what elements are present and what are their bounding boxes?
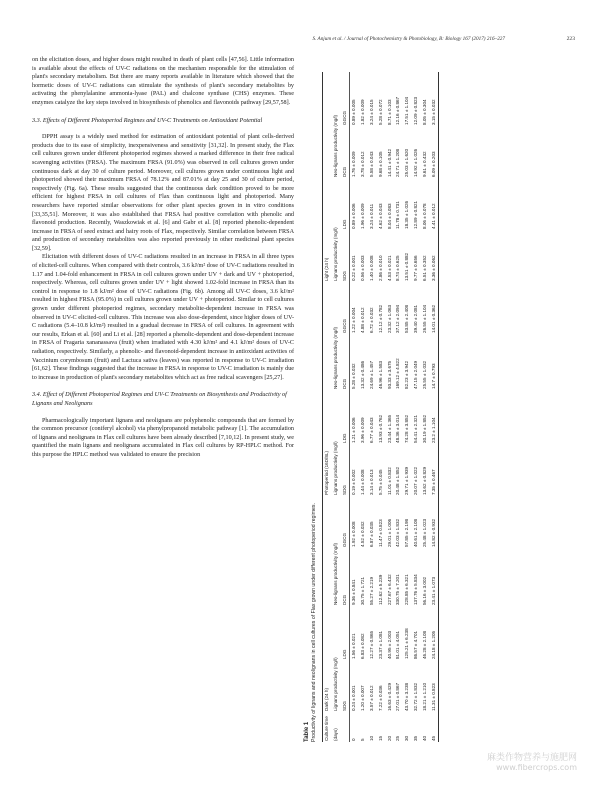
table-cell: 6.51 ± 0.352 [421, 255, 427, 281]
table-row [412, 72, 421, 742]
col-culture-time: Culture time [323, 712, 332, 742]
table-cell: 40.61 ± 2.108 [412, 518, 418, 547]
table-cell: 0.24 ± 0.001 [351, 685, 357, 711]
table-cell: 9.61 ± 0.432 [421, 151, 427, 177]
compound-header: SDG [341, 230, 350, 282]
table-cell: 11.01 ± 0.832 [386, 467, 392, 495]
table-cell: 81.01 ± 4.051 [395, 630, 401, 659]
table-cell: 0.19 ± 0.002 [351, 469, 357, 495]
table-cell: 14.7 ± 0.793 [430, 334, 439, 390]
empty-header-cell [341, 712, 350, 742]
table-cell: 8.74 ± 0.625 [395, 255, 401, 281]
paragraph-dpph-assay: DPPH assay is a widely used method for estimation of antioxidant potential of plant cells-derived products due to its ease of simplicity, inexpensiveness and sensitivity [31,32]. In present study, the Flax cell cultures grown under different photoperiod regimes showed a marked difference in their free radical scavenging activities (FRSA). The maximum FRSA (91.0%) was observed in cell cultures grown under continuous dark at day 30 of culture period. Moreover, cell cultures grown under continuous light and photoperiod showed their maximum FRSA of 78.12% and 87.01% at day 25 and 30 of culture period, respectively (Fig. 6a). These results suggested that the continuous dark condition proved to be more efficient for highest FRSA in cell cultures of Flax than continuous light and photoperiod. Many researchers have reported similar observations for other plant species grown in in vitro conditions [33,35,51]. Moreover, it was also established that FRSA had positive correlation with phenolic and flavonoid production. Recently, Waszkowiak et al. [6] and Gabr et al. [8] reported phenolic-dependent increase in FRSA of seed extract and hairy roots of Flax, respectively. Similar correlation between FRSA and production of secondary metabolites was also reported previously in other medicinal plant species [32,59]. [32, 134, 294, 252]
table-cell: 1.56 ± 0.021 [351, 633, 357, 659]
table-cell: 2.86 ± 0.010 [377, 255, 383, 281]
table-cell: 6.72 ± 0.032 [368, 307, 374, 333]
table-cell: 39.40 ± 2.081 [412, 304, 418, 333]
page-header [0, 36, 595, 48]
table-cell: 12.12 ± 0.782 [377, 304, 383, 333]
table-cell: 13.93 ± 0.762 [377, 414, 383, 443]
table-cell: 1.92 ± 0.008 [351, 521, 357, 547]
section-heading-3-3: 3.3. Effects of Different Photoperiod Regimes and UV-C Treatments on Antioxidant Potential [32, 116, 263, 124]
table-cell: 55.27 ± 2.219 [368, 576, 374, 605]
table-cell: 13.51 ± 0.882 [404, 252, 410, 281]
table-cell: 3.36 ± 0.062 [430, 230, 439, 282]
table-cell: 1.40 ± 0.008 [368, 255, 374, 281]
watermark [487, 750, 577, 772]
table-cell: 3.57 ± 0.012 [368, 685, 374, 711]
table-cell: 54.41 ± 2.321 [412, 414, 418, 443]
col-culture-time-unit: (days) [332, 728, 338, 741]
table-cell: 8.04 ± 0.083 [386, 203, 392, 229]
table-cell: 1.76 ± 0.009 [351, 151, 357, 177]
table-cell: 169.12 ± 4.822 [395, 358, 401, 389]
table-cell: 23.2 ± 1.104 [430, 390, 439, 444]
table-cell: 1.44 ± 0.008 [360, 469, 366, 495]
paragraph-uvc-elicitation: Elicitation with different doses of UV-C radiations resulted in an increase in FRSA in all three types of elicited-cell cultures. When compared with their controls, 3.6 kJ/m² dose of UV-C radiations resulted in 1.17 and 1.04-fold enhancement in FRSA in cell cultures grown under UV + dark and UV + photoperiod, respectively. Whereas, cell cultures grown under UV + light showed 1.02-fold increase in FRSA than its control in response to 1.8 kJ/m² dose of UV-C radiations (Fig. 6b). Among all UV-C doses, 3.6 kJ/m² resulted in highest FRSA (95.0%) in cell cultures grown under UV + photoperiod. Similar to cell cultures grown under different photoperiod regimes, secondary metabolite-dependent increase in FRSA was observed in UV-C elicited-cell cultures. This increase was also dose-dependent, since higher doses of UV-C radiations (5.4–10.8 kJ/m²) resulted in a gradual decrease in FRSA of cell cultures. In agreement with our results, Erkan et al. [60] and Li et al. [28] reported a phenolic-dependent and dose-dependent increase in FRSA of Fragaria xananassava (fruit) when irradiated with 4.30 kJ/m² and 4.1 kJ/m² doses of UV-C radiation, respectively. Similarly, a phenolic- and flavonoid-dependent increase in antioxidant activities of Vaccinium corymbosum (fruit) and Lactuca sativa (leaves) was reported in response to UV-C irradiation [61,62]. These findings suggested that the increase in FRSA in response to UV-C irradiation is mainly due to increase in production of plant's secondary metabolites which act as free radical scavengers [25,27]. [32, 254, 294, 381]
table-cell: 8.06 ± 0.078 [421, 203, 427, 229]
table-cell: 23.41 ± 1.073 [430, 548, 439, 606]
table-cell: 27.01 ± 0.867 [395, 682, 401, 711]
table-cell: 137.76 ± 5.834 [412, 574, 418, 605]
watermark-title: 麻类作物营养与施肥网 [486, 753, 577, 763]
table-cell: 86.57 ± 4.701 [412, 630, 418, 659]
table-row [403, 72, 412, 742]
table-title: Table 1 [304, 721, 310, 742]
table-cell: 5.75 ± 0.045 [377, 469, 383, 495]
table-cell: 5.28 ± 0.032 [351, 363, 357, 389]
table-cell: 4.62 ± 0.043 [377, 203, 383, 229]
table-cell: 14.41 ± 0.942 [386, 148, 392, 177]
table-row [430, 72, 439, 742]
table-cell: 48.36 ± 3.014 [395, 414, 401, 443]
table-caption: Productivity of lignans and neolignans in cell cultures of Flax grown under different photoperiod regimes. [311, 503, 317, 742]
table-cell: 11.31 ± 0.823 [430, 660, 439, 712]
table-body [350, 72, 439, 742]
light-neolignans-header: Neo-lignans productivity (mg/l) [332, 114, 338, 177]
table-cell: 24.18 ± 1.205 [430, 606, 439, 660]
group-dark: Dark (24 h) [323, 496, 332, 712]
table-cell: 37.12 ± 2.094 [395, 304, 401, 333]
table-cell: 29.71 ± 1.939 [404, 466, 410, 495]
photoperiod-lignans-header: Lignans productivity (mg/l) [332, 441, 338, 495]
table-cell: 23.44 ± 1.365 [386, 414, 392, 443]
table-cell: 1.20 ± 0.007 [360, 685, 366, 711]
culture-day-cell: 10 [368, 735, 374, 741]
table-cell: 17.51 ± 1.104 [404, 96, 410, 125]
compound-header: LDG [341, 390, 350, 444]
table-cell: 1.82 ± 0.009 [360, 99, 366, 125]
dark-neolignans-header: Neo-lignans productivity (mg/l) [332, 542, 338, 605]
table-cell: 3.14 ± 0.013 [368, 469, 374, 495]
table-row [421, 72, 430, 742]
table-cell: 330.75 ± 7.201 [395, 574, 401, 605]
table-row [368, 72, 377, 742]
table-1 [300, 50, 595, 750]
table-cell: 23.37 ± 1.081 [377, 630, 383, 659]
table-cell: 7.35 ± 0.467 [430, 444, 439, 496]
culture-day-cell: 40 [421, 735, 427, 741]
table-cell: 8.71 ± 0.103 [386, 99, 392, 125]
table-cell: 25.55 ± 1.032 [421, 360, 427, 389]
table-cell: 12.89 ± 0.821 [412, 200, 418, 229]
rotated-table-frame [300, 50, 595, 750]
table-cell: 12.27 ± 0.865 [368, 630, 374, 659]
culture-day-cell: 0 [351, 738, 357, 741]
table-cell: 0.22 ± 0.001 [351, 255, 357, 281]
table-cell: 3.24 ± 0.015 [368, 99, 374, 125]
table-cell: 16.63 ± 0.429 [386, 682, 392, 711]
table-cell: 14.82 ± 0.932 [430, 496, 439, 548]
compound-header: GGCG [341, 496, 350, 548]
table-cell: 5.58 ± 0.043 [368, 151, 374, 177]
compound-header: DCG [341, 548, 350, 606]
table-cell: 30.75 ± 1.721 [360, 576, 366, 605]
table-cell: 26.55 ± 1.104 [421, 304, 427, 333]
table-cell: 74.28 ± 3.852 [404, 414, 410, 443]
paragraph-elicitation-doses: on the elicitation doses, and higher doses might resulted in death of plant cells [47,56]. Little information is available about the effects of UV-C radiations on the mechanism responsible for the stimulation of plant's secondary metabolism. But there are many reports available in literature which showed that the hormetic doses of UV-C radiations can stimulate the synthesis of plant's secondary metabolites by activating the phenylalanine ammonia-lyase (PAL) and chalcone synthase (CHS) enzymes. These enzymes catalyze the key steps involved in biosynthesis of phenolics and flavonoids pathway [29,57,58]. [32, 57, 294, 106]
table-cell: 12.09 ± 0.823 [412, 96, 418, 125]
compound-header: DCG [341, 126, 350, 178]
table-cell: 0.89 ± 0.005 [351, 99, 357, 125]
table-cell: 6.77 ± 0.043 [368, 417, 374, 443]
table-cell: 18.35 ± 1.026 [404, 200, 410, 229]
table-cell: 46.96 ± 1.583 [377, 360, 383, 389]
table-cell: 40.95 ± 2.003 [386, 630, 392, 659]
lignan-productivity-table [322, 72, 439, 742]
table-cell: 42.03 ± 1.832 [395, 518, 401, 547]
table-cell: 57.85 ± 2.198 [404, 518, 410, 547]
table-cell: 1.22 ± 0.004 [351, 307, 357, 333]
compound-header: GGCG [341, 72, 350, 126]
table-cell: 4.53 ± 0.021 [386, 255, 392, 281]
table-cell: 25.48 ± 1.023 [421, 518, 427, 547]
table-cell: 20.07 ± 1.022 [412, 466, 418, 495]
section-heading-3-4: 3.4. Effect of Different Photoperiod Regimes and UV-C Treatments on Biosynthesis and Productivity of Lignans and Neolignans [32, 391, 287, 407]
table-cell: 3.24 ± 0.011 [368, 203, 374, 229]
table-cell: 14.01 ± 0.362 [430, 282, 439, 334]
table-cell: 228.85 ± 6.321 [404, 574, 410, 605]
table-row [350, 72, 359, 742]
table-cell: 6.87 ± 0.035 [368, 521, 374, 547]
table-cell: 0.89 ± 0.006 [351, 203, 357, 229]
group-photoperiod: Photoperiod (16D/8L) [323, 282, 332, 496]
table-cell: 4.41 ± 0.012 [430, 178, 439, 230]
compound-header: LDG [341, 606, 350, 660]
table-cell: 9.36 ± 0.841 [351, 579, 357, 605]
light-lignans-header: Lignans productivity (mg/l) [332, 227, 338, 281]
table-cell: 112.62 ± 5.239 [377, 574, 383, 605]
table-cell: 227.67 ± 6.432 [386, 574, 392, 605]
table-cell: 3.96 ± 0.009 [360, 417, 366, 443]
compound-header: GGCG [341, 282, 350, 334]
table-cell: 30.19 ± 1.852 [421, 414, 427, 443]
watermark-url: www.fibercrops.com [496, 763, 577, 772]
table-cell: 3.78 ± 0.012 [360, 151, 366, 177]
group-light: Light (24 h) [323, 72, 332, 282]
culture-day-cell: 45 [430, 712, 439, 742]
culture-day-cell: 35 [412, 735, 418, 741]
compound-header: DCG [341, 334, 350, 390]
table-cell: 1.96 ± 0.009 [360, 203, 366, 229]
table-cell: 93.33 ± 3.675 [386, 360, 392, 389]
table-cell: 23.32 ± 1.063 [386, 304, 392, 333]
table-row [386, 72, 395, 742]
page-number: 223 [566, 36, 575, 42]
table-cell: 4.52 ± 0.032 [360, 521, 366, 547]
table-row [377, 72, 386, 742]
left-column [32, 56, 294, 756]
table-cell: 46.28 ± 2.108 [421, 630, 427, 659]
table-row [359, 72, 368, 742]
table-cell: 0.56 ± 0.003 [360, 255, 366, 281]
table-cell: 18.21 ± 1.210 [421, 682, 427, 711]
table-cell: 82.23 ± 3.942 [404, 360, 410, 389]
table-cell: 4.88 ± 0.012 [360, 307, 366, 333]
table-cell: 3.15 ± 0.032 [430, 72, 439, 126]
table-cell: 56.16 ± 3.002 [421, 576, 427, 605]
table-cell: 14.92 ± 1.026 [412, 148, 418, 177]
culture-day-cell: 15 [377, 735, 383, 741]
table-cell: 6.83 ± 0.082 [360, 633, 366, 659]
table-cell: 11.47 ± 0.823 [377, 519, 383, 547]
photoperiod-neolignans-header: Neo-lignans productivity (mg/l) [332, 326, 338, 389]
dark-lignans-header: Lignans productivity (mg/l) [332, 657, 338, 711]
table-cell: 13.32 ± 0.486 [360, 360, 366, 389]
table-cell: 24.69 ± 1.457 [368, 360, 374, 389]
table-cell: 53.85 ± 2.408 [404, 304, 410, 333]
table-cell: 125.21 ± 6.238 [404, 628, 410, 659]
table-cell: 9.77 ± 0.656 [412, 255, 418, 281]
table-cell: 43.70 ± 3.238 [404, 682, 410, 711]
table-cell: 32.72 ± 1.832 [412, 682, 418, 711]
compound-header: LDG [341, 178, 350, 230]
culture-day-cell: 30 [404, 735, 410, 741]
table-cell: 9.68 ± 0.105 [377, 151, 383, 177]
table-cell: 20.48 ± 1.852 [395, 466, 401, 495]
table-cell: 5.28 ± 0.072 [377, 99, 383, 125]
table-cell: 7.22 ± 0.036 [377, 685, 383, 711]
culture-day-cell: 5 [360, 738, 366, 741]
table-cell: 6.09 ± 0.203 [430, 126, 439, 178]
culture-day-cell: 25 [395, 735, 401, 741]
culture-day-cell: 20 [386, 735, 392, 741]
table-cell: 29.01 ± 1.006 [386, 518, 392, 547]
table-cell: 24.71 ± 1.208 [395, 148, 401, 177]
table-cell: 25.03 ± 1.620 [404, 148, 410, 177]
paragraph-lignans: Pharmacologically important lignans and neolignans are polyphenolic compounds that are formed by the common precursor (coniferyl alcohol) via phenylpropanoid metabolic pathway [1]. The accumulation of lignans and neolignans in Flax cell cultures have been already described [7,10,12]. In present study, we quantified the main lignans and neolignans accumulated in Flax cell cultures by RP-HPLC method. For this purpose the HPLC method was validated to ensure the precision [32, 417, 294, 458]
table-row [394, 72, 403, 742]
table-cell: 1.21 ± 0.006 [351, 417, 357, 443]
compound-header: SDG [341, 660, 350, 712]
compound-header: SDG [341, 444, 350, 496]
table-cell: 12.16 ± 0.867 [395, 96, 401, 125]
table-cell: 47.15 ± 2.049 [412, 360, 418, 389]
running-header: S. Anjum et al. / Journal of Photochemistry & Photobiology, B: Biology 167 (2017) 216–227 [312, 36, 505, 42]
table-cell: 8.05 ± 0.304 [421, 99, 427, 125]
table-cell: 13.62 ± 0.829 [421, 466, 427, 495]
table-cell: 11.78 ± 0.731 [395, 201, 401, 229]
